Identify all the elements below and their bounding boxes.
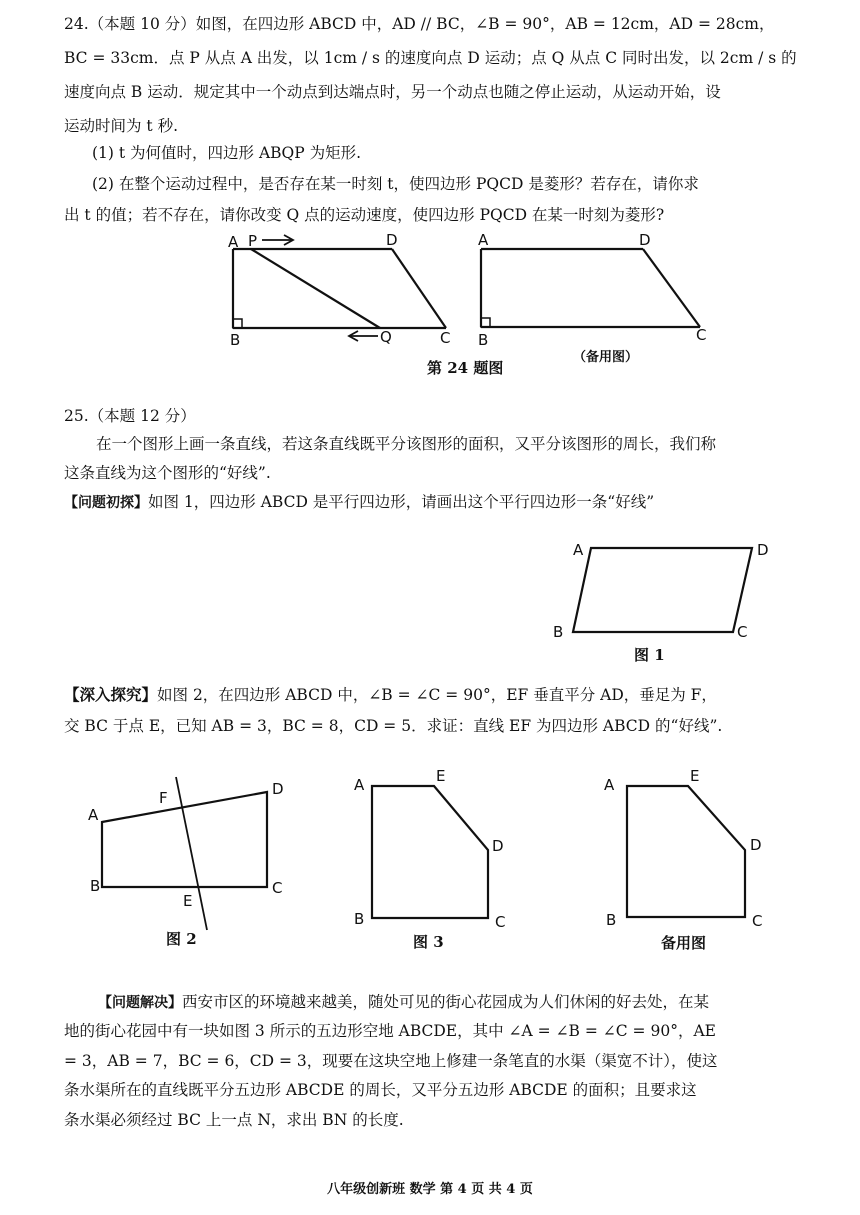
q24-spare-caption: （备用图） — [573, 350, 639, 365]
q24-label-d: D — [386, 231, 398, 249]
q24-spare-figure — [481, 249, 700, 327]
spare-label-d: D — [750, 836, 762, 854]
fig3-caption: 图 3 — [413, 933, 444, 951]
fig1-label-d: D — [757, 541, 769, 559]
fig2-label-e: E — [183, 892, 193, 910]
q24-label-b: B — [230, 331, 241, 349]
q25-solve-1 — [98, 992, 824, 1013]
fig3-label-a: A — [354, 776, 365, 794]
q24-label-c: C — [440, 329, 451, 347]
q25-deep-2: 交 BC 于点 E，已知 AB = 3，BC = 8，CD = 5．求证：直线 EF 为四边形 ABCD 的“好线”. — [64, 717, 723, 735]
q24-main-caption: 第 24 题图 — [427, 359, 504, 377]
fig3-label-d: D — [492, 837, 504, 855]
spare-label-c: C — [752, 912, 763, 930]
q24-spare-label-b: B — [478, 331, 489, 349]
fig1-label-c: C — [737, 623, 748, 641]
solve-text-1: 西安市区的环境越来越美，随处可见的街心花园成为人们休闲的好去处，在某 — [182, 993, 710, 1011]
q25-title: 25.（本题 12 分） — [64, 407, 196, 425]
q25-definition-1: 在一个图形上画一条直线，若这条直线既平分该图形的面积，又平分该图形的周长，我们称 — [96, 435, 717, 453]
q25-spare-pentagon — [627, 786, 745, 917]
fig2-label-f: F — [159, 789, 168, 807]
q24-line-1: 24.（本题 10 分）如图，在四边形 ABCD 中，AD // BC，∠B = 90°，AB = 12cm，AD = 28cm， — [64, 15, 775, 33]
q24-line-3: 速度向点 B 运动．规定其中一个动点到达端点时，另一个动点也随之停止运动，从运动开始，设 — [64, 83, 721, 101]
spare-label-a: A — [604, 776, 615, 794]
spare-caption: 备用图 — [661, 934, 707, 952]
q25-solve-2: 地的街心花园中有一块如图 3 所示的五边形空地 ABCDE，其中 ∠A = ∠B = ∠C = 90°，AE — [64, 1022, 716, 1040]
spare-label-b: B — [606, 911, 617, 929]
q25-definition-2: 这条直线为这个图形的“好线”. — [64, 464, 271, 482]
q24-spare-label-c: C — [696, 326, 707, 344]
fig2-label-d: D — [272, 780, 284, 798]
q25-solve-3: = 3，AB = 7，BC = 6，CD = 3，现要在这块空地上修建一条笔直的水渠（渠宽不计），使这 — [64, 1052, 718, 1070]
explore-tag: 【问题初探】 — [64, 495, 148, 511]
q25-fig3-pentagon — [372, 786, 488, 918]
page-footer: 八年级创新班 数学 第 4 页 共 4 页 — [327, 1182, 533, 1197]
q24-label-q: Q — [380, 328, 392, 346]
q24-part-2a: (2) 在整个运动过程中，是否存在某一时刻 t，使四边形 PQCD 是菱形？若存在，请你求 — [92, 175, 699, 193]
q24-part-2b: 出 t 的值；若不存在，请你改变 Q 点的运动速度，使四边形 PQCD 在某一时刻为菱形? — [64, 206, 665, 224]
fig1-caption: 图 1 — [634, 646, 665, 664]
q24-label-a: A — [228, 233, 239, 251]
solve-tag: 【问题解决】 — [98, 995, 182, 1011]
fig3-label-e: E — [436, 767, 446, 785]
q24-line-4: 运动时间为 t 秒. — [64, 117, 179, 135]
fig3-label-c: C — [495, 913, 506, 931]
q24-part-1: (1) t 为何值时，四边形 ABQP 为矩形. — [92, 144, 362, 162]
explore-text: 如图 1，四边形 ABCD 是平行四边形，请画出这个平行四边形一条“好线” — [148, 493, 655, 511]
fig2-label-c: C — [272, 879, 283, 897]
fig2-label-a: A — [88, 806, 99, 824]
q25-solve-4: 条水渠所在的直线既平分五边形 ABCDE 的周长，又平分五边形 ABCDE 的面积；且要求这 — [64, 1081, 697, 1099]
fig2-label-b: B — [90, 877, 101, 895]
fig3-label-b: B — [354, 910, 365, 928]
q24-spare-label-a: A — [478, 231, 489, 249]
fig1-label-a: A — [573, 541, 584, 559]
q25-solve-5: 条水渠必须经过 BC 上一点 N，求出 BN 的长度. — [64, 1111, 404, 1129]
fig2-caption: 图 2 — [166, 930, 197, 948]
spare-label-e: E — [690, 767, 700, 785]
q25-fig1-parallelogram — [573, 548, 752, 632]
deep-text-1: 如图 2，在四边形 ABCD 中，∠B = ∠C = 90°，EF 垂直平分 AD，垂足为 F， — [157, 686, 717, 704]
q25-deep-1 — [64, 685, 824, 705]
q24-label-p: P — [248, 232, 258, 250]
deep-tag: 【深入探究】 — [64, 685, 158, 704]
q24-line-2: BC = 33cm．点 P 从点 A 出发，以 1cm / s 的速度向点 D 运动；点 Q 从点 C 同时出发，以 2cm / s 的 — [64, 49, 797, 67]
q25-explore — [64, 492, 824, 513]
q24-spare-label-d: D — [639, 231, 651, 249]
fig1-label-b: B — [553, 623, 564, 641]
q24-main-figure — [233, 235, 446, 341]
